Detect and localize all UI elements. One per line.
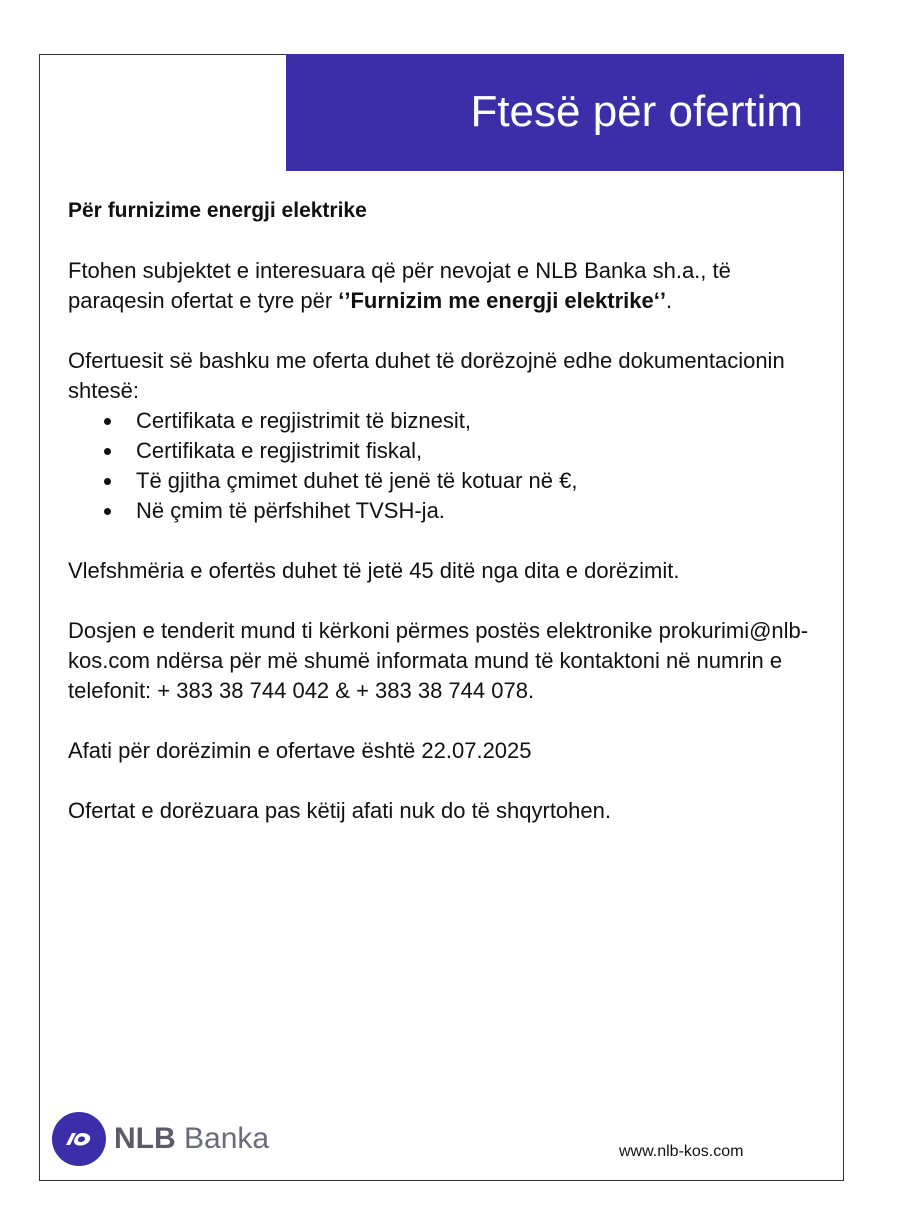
bullet-icon (104, 478, 111, 485)
nlb-banka-logo (52, 1112, 292, 1166)
contact-paragraph: Dosjen e tenderit mund ti kërkoni përmes postës elektronike prokurimi@nlb-kos.com ndërsa për më shumë informata mund të kontaktoni në numrin e telefonit: + 383 38 744 042 & + 383 38 744 078. (68, 618, 809, 703)
requirement-text: Certifikata e regjistrimit fiskal, (136, 438, 423, 463)
bullet-icon (104, 508, 111, 515)
subject-heading: Për furnizime energji elektrike (68, 199, 367, 222)
list-item (136, 466, 818, 496)
invitation-end: . (665, 288, 673, 313)
bullet-icon (104, 448, 111, 455)
list-item (136, 496, 818, 526)
header-banner (286, 54, 844, 171)
nlb-logo-icon (52, 1112, 106, 1166)
requirement-text: Certifikata e regjistrimit të biznesit, (136, 408, 471, 433)
page-title: Ftesë për ofertim (470, 87, 803, 136)
validity-paragraph: Vlefshmëria e ofertës duhet të jetë 45 ditë nga dita e dorëzimit. (68, 558, 680, 583)
list-item (136, 436, 818, 466)
deadline-paragraph: Afati për dorëzimin e ofertave është 22.07.2025 (68, 738, 532, 763)
website-link[interactable]: www.nlb-kos.com (619, 1143, 744, 1160)
invitation-paragraph (68, 256, 818, 316)
late-notice-paragraph: Ofertat e dorëzuara pas këtij afati nuk do të shqyrtohen. (68, 798, 611, 823)
list-item (136, 406, 818, 436)
logo-brand-regular: Banka (184, 1122, 270, 1155)
requirements-intro: Ofertuesit së bashku me oferta duhet të dorëzojnë edhe dokumentacionin shtesë: (68, 348, 785, 403)
invitation-text: Ftohen subjektet e interesuara që për nevojat e NLB Banka sh.a., të paraqesin ofertat e tyre për (68, 258, 731, 313)
logo-brand-bold: NLB (114, 1122, 176, 1155)
requirement-text: Në çmim të përfshihet TVSH-ja. (136, 498, 445, 523)
document-body (68, 196, 818, 856)
requirements-list (68, 406, 818, 526)
requirement-text: Të gjitha çmimet duhet të jenë të kotuar në €, (136, 468, 578, 493)
bullet-icon (104, 418, 111, 425)
invitation-highlight: ‘’Furnizim me energji elektrike‘’ (338, 288, 666, 313)
